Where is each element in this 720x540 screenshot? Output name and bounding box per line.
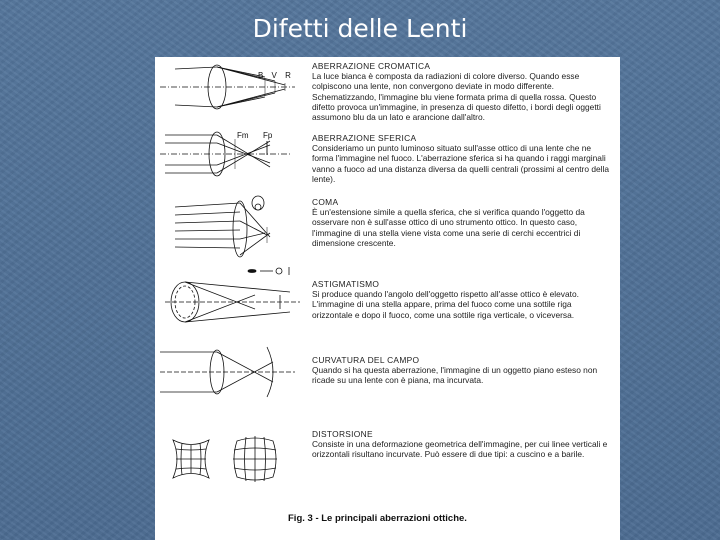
section-body: Quando si ha questa aberrazione, l'immagine di un oggetto piano esteso non ricade su una lente con è piana, ma incurvata. — [312, 365, 598, 386]
section-title: ABERRAZIONE SFERICA — [312, 133, 417, 143]
section-title: COMA — [312, 197, 339, 207]
section-body: Consiste in una deformazione geometrica dell'immagine, per cui linee verticali e orizzontali risultano incurvate. Può essere di due tipi: a cuscino e a barile. — [312, 439, 608, 460]
section-distortion — [312, 429, 612, 460]
astigmatism-diagram — [165, 267, 300, 322]
section-body: È un'estensione simile a quella sferica, che si verifica quando l'oggetto da osservare non è sull'asse ottico di uno strumento ottico. In questo caso, l'immagine di una stella viene vista come una serie di cerchi eccentrici di dimensione crescente. — [312, 207, 585, 248]
section-title: ASTIGMATISMO — [312, 279, 380, 289]
section-chromatic — [312, 61, 612, 122]
pincushion-grid — [173, 440, 209, 478]
section-body: Si produce quando l'angolo dell'oggetto rispetto all'asse ottico è elevato. L'immagine di una stella appare, prima del fuoco come una sottile riga orizzontale e dopo il fuoco, come una sottile riga verticale, o viceversa. — [312, 289, 579, 320]
section-title: ABERRAZIONE CROMATICA — [312, 61, 431, 71]
chromatic-colors-label: B V R — [258, 71, 294, 80]
section-spherical — [312, 133, 612, 184]
figure-caption: Fig. 3 - Le principali aberrazioni ottiche. — [288, 513, 467, 524]
figure-panel — [155, 57, 620, 540]
section-astigmatism — [312, 279, 612, 320]
section-body: La luce bianca è composta da radiazioni di colore diverso. Quando esse colpiscono una lente, non convergono deviate in modo differente. Schematizzando, l'immagine blu viene formata prima di quella rossa. Questo difetto provoca un'immagine, in presenza di questo difetto, i bordi degli oggetti assumono blu da un lato e arancione dall'altro. — [312, 71, 601, 123]
section-field-curvature — [312, 355, 612, 386]
barrel-grid — [233, 436, 277, 482]
section-coma — [312, 197, 612, 248]
section-title: CURVATURA DEL CAMPO — [312, 355, 420, 365]
section-body: Consideriamo un punto luminoso situato sull'asse ottico di una lente che ne forma l'immagine nel fuoco. L'aberrazione sferica si ha quando i raggi marginali vanno a fuoco ad una distanza diversa da quelli centrali (prossimi al centro della lente). — [312, 143, 610, 184]
slide-title: Difetti delle Lenti — [252, 14, 468, 43]
field-curvature-diagram — [160, 347, 295, 397]
coma-diagram — [175, 196, 270, 257]
section-title: DISTORSIONE — [312, 429, 373, 439]
fm-label: Fm — [237, 131, 249, 140]
fp-label: Fp — [263, 131, 273, 140]
